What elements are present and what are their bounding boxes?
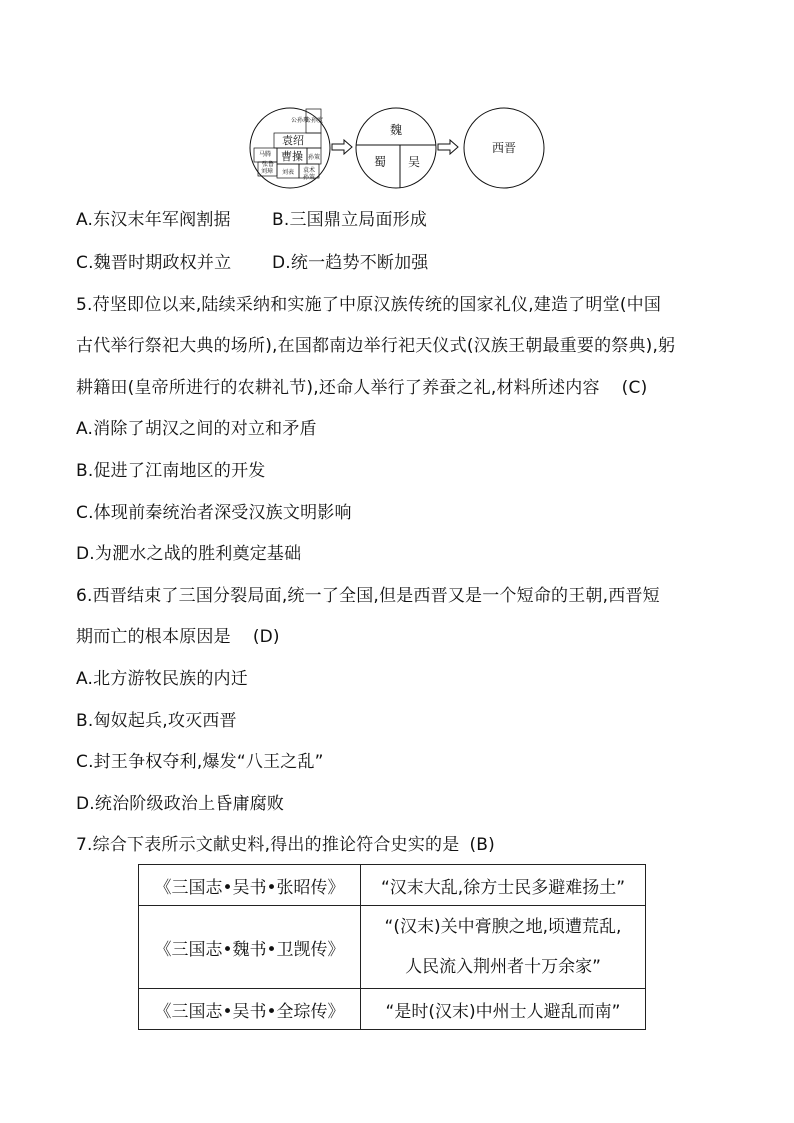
q6-stem-text: 期而亡的根本原因是 xyxy=(76,627,231,647)
q6-stem-line-2 xyxy=(76,626,280,648)
table-cell-quote xyxy=(361,906,646,989)
quote-line-2: 人民流入荆州者十万余家” xyxy=(405,957,601,977)
q4-option-c: C.魏晋时期政权并立 xyxy=(76,253,232,273)
circle-western-jin xyxy=(464,108,544,188)
label-yuanshu: 袁术 xyxy=(302,167,316,174)
label-sunce-top: 孙策 xyxy=(307,154,321,161)
q6-stem-line-1: 6.西晋结束了三国分裂局面,统一了全国,但是西晋又是一个短命的王朝,西晋短 xyxy=(76,586,660,606)
q7-answer: (B) xyxy=(469,835,495,855)
table-cell-source: 《三国志•魏书•卫觊传》 xyxy=(139,906,361,989)
quote-line-1: “(汉末)关中膏腴之地,顷遭荒乱, xyxy=(384,917,622,937)
label-liuzhang: 刘璋 xyxy=(260,168,274,175)
table-cell-quote: “汉末大乱,徐方士民多避难扬土” xyxy=(361,865,646,906)
table-cell-source: 《三国志•吴书•张昭传》 xyxy=(139,865,361,906)
label-sunce-bottom: 孙策 xyxy=(302,174,316,181)
q4-option-a: A.东汉末年军阀割据 xyxy=(76,210,231,230)
q4-option-b: B.三国鼎立局面形成 xyxy=(272,210,428,230)
label-wu: 吴 xyxy=(407,155,421,169)
label-liubiao: 刘表 xyxy=(281,169,295,176)
label-gongsundu: 公孙度 xyxy=(304,117,324,124)
label-gongsunzan: 公孙瓒 xyxy=(290,117,310,124)
label-xijin: 西晋 xyxy=(491,141,517,155)
q5-option-d: D.为淝水之战的胜利奠定基础 xyxy=(76,544,302,564)
q5-option-c: C.体现前秦统治者深受汉族文明影响 xyxy=(76,503,352,523)
q5-stem-text: 耕籍田(皇帝所进行的农耕礼节),还命人举行了养蚕之礼,材料所述内容 xyxy=(76,378,600,398)
label-caocao: 曹操 xyxy=(281,150,303,163)
q7-stem-text: 7.综合下表所示文献史料,得出的推论符合史实的是 xyxy=(76,835,460,855)
q4-options-row-1 xyxy=(76,209,427,231)
arrow-right-icon xyxy=(438,140,458,154)
history-diagram xyxy=(248,106,548,190)
q5-option-b: B.促进了江南地区的开发 xyxy=(76,461,266,481)
q5-option-a: A.消除了胡汉之间的对立和矛盾 xyxy=(76,419,317,439)
q5-stem-line-2: 古代举行祭祀大典的场所),在国都南边举行祀天仪式(汉族王朝最重要的祭典),躬 xyxy=(76,336,676,356)
q5-answer: (C) xyxy=(621,378,648,398)
circle-three-kingdoms xyxy=(356,108,436,188)
label-mateng: 马腾 xyxy=(258,151,272,158)
q4-options-row-2 xyxy=(76,252,429,274)
q7-stem-line-1 xyxy=(76,834,495,856)
label-wei: 魏 xyxy=(389,123,403,137)
q6-option-c: C.封王争权夺利,爆发“八王之乱” xyxy=(76,752,324,772)
q4-option-d: D.统一趋势不断加强 xyxy=(272,253,429,273)
label-yuanshao: 袁绍 xyxy=(282,134,304,147)
q6-option-d: D.统治阶级政治上昏庸腐败 xyxy=(76,794,285,814)
circle-warlords xyxy=(250,108,330,188)
arrow-right-icon xyxy=(332,140,352,154)
q6-option-b: B.匈奴起兵,攻灭西晋 xyxy=(76,711,237,731)
label-zhanglu: 张鲁 xyxy=(261,161,275,168)
label-shu: 蜀 xyxy=(373,155,387,169)
table-row xyxy=(139,865,646,906)
sources-table xyxy=(138,864,646,1030)
q6-option-a: A.北方游牧民族的内迁 xyxy=(76,669,248,689)
table-row xyxy=(139,989,646,1030)
q6-answer: (D) xyxy=(252,627,280,647)
table-row xyxy=(139,906,646,989)
q5-stem-line-1: 5.苻坚即位以来,陆续采纳和实施了中原汉族传统的国家礼仪,建造了明堂(中国 xyxy=(76,295,662,315)
table-cell-source: 《三国志•吴书•全琮传》 xyxy=(139,989,361,1030)
table-cell-quote: “是时(汉末)中州士人避乱而南” xyxy=(361,989,646,1030)
q5-stem-line-3 xyxy=(76,377,647,399)
